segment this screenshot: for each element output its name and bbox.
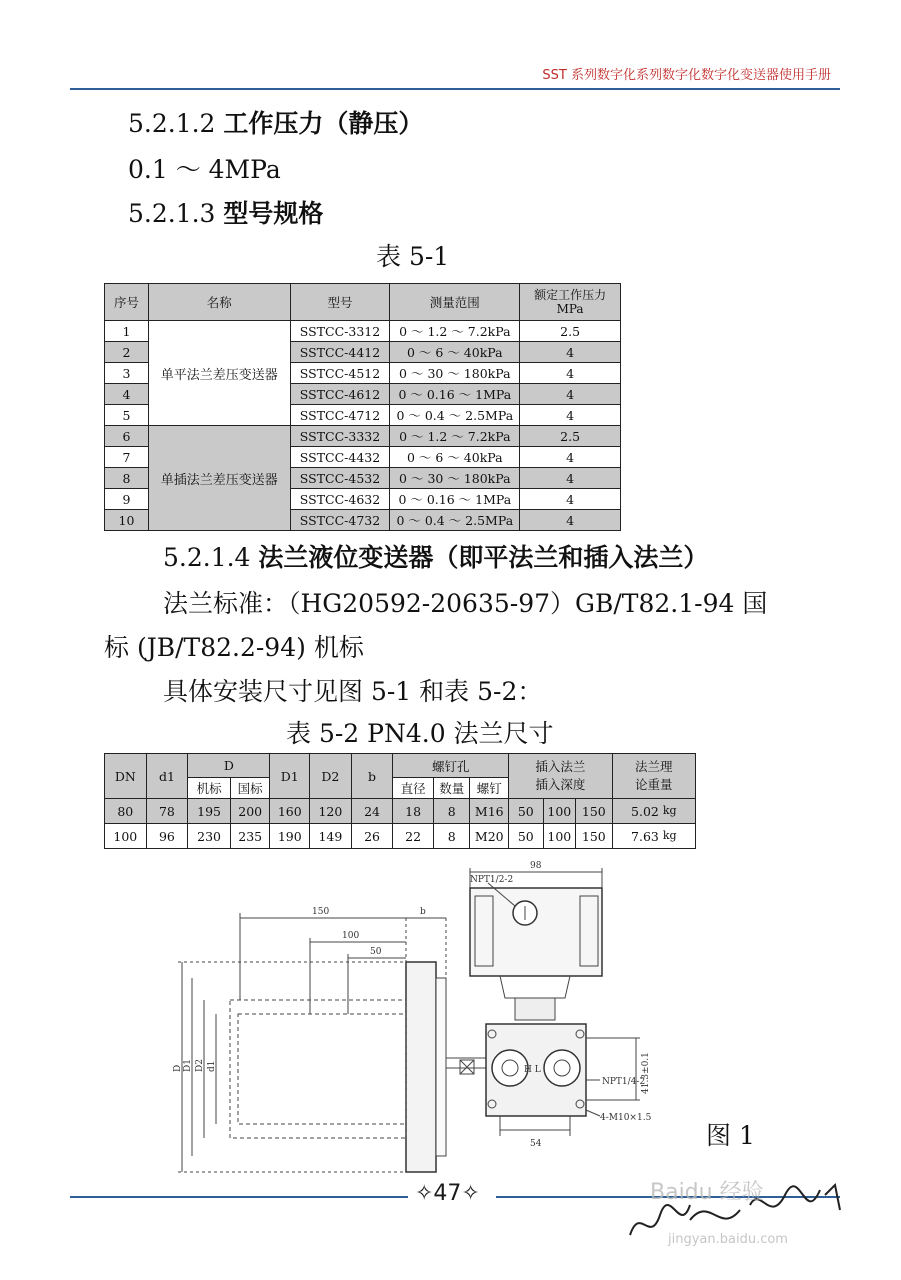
- cell-D2: 120: [310, 799, 352, 824]
- dim-label-npt-top: NPT1/2-2: [470, 875, 514, 885]
- weight-unit: kg: [662, 828, 677, 842]
- header-cell: 数量: [433, 778, 470, 799]
- cell-screw: M20: [470, 824, 509, 849]
- dim-label-98: 98: [530, 861, 542, 871]
- cell-range: 0 ～ 30 ～ 180kPa: [390, 363, 520, 384]
- cell-qty: 8: [433, 824, 470, 849]
- header-cell: 螺钉孔: [393, 754, 509, 778]
- section-title: 工作压力（静压）: [223, 109, 424, 138]
- cell-no: 1: [105, 321, 149, 342]
- dim-label-413: 41.3±0.1: [641, 1052, 651, 1094]
- cell-pressure: 4: [520, 363, 621, 384]
- cell-pressure: 4: [520, 384, 621, 405]
- cell-insert: 100: [543, 799, 575, 824]
- flange-standard-line2: 标 (JB/T82.2-94) 机标: [104, 633, 364, 662]
- dim-label-D2: D2: [195, 1059, 205, 1072]
- cell-range: 0 ～ 1.2 ～ 7.2kPa: [390, 426, 520, 447]
- cell-jb: 195: [188, 799, 231, 824]
- header-cell: [509, 754, 613, 799]
- h-l-label: H L: [524, 1065, 541, 1075]
- section-number: 5.2.1.3: [128, 199, 216, 228]
- cell-b: 24: [351, 799, 393, 824]
- cell-no: 2: [105, 342, 149, 363]
- flange-plate: [406, 962, 436, 1172]
- cell-insert: 50: [509, 799, 544, 824]
- flange-standard-line1: 法兰标准：（HG20592-20635-97）GB/T82.1-94 国: [163, 589, 768, 618]
- insertion-body: [230, 1000, 406, 1138]
- dim-label-150: 150: [312, 907, 330, 917]
- cell-D1: 160: [270, 799, 310, 824]
- header-cell: D1: [270, 754, 310, 799]
- header-cell: DN: [105, 754, 147, 799]
- cell-pressure: 4: [520, 447, 621, 468]
- header-text: 法兰理: [635, 759, 673, 774]
- group-name-cell: 单插法兰差压变送器: [148, 426, 290, 531]
- dim-label-D: D: [173, 1064, 183, 1072]
- cell-range: 0 ～ 0.16 ～ 1MPa: [390, 489, 520, 510]
- header-title: SST 系列数字化系列数字化数字化变送器使用手册: [542, 68, 831, 83]
- dim-label-100: 100: [342, 931, 360, 941]
- dim-label-D1: D1: [183, 1059, 193, 1072]
- table2-caption: 表 5-2 PN4.0 法兰尺寸: [286, 719, 554, 748]
- figure-label: 图 1: [706, 1121, 755, 1150]
- dim-label-54: 54: [530, 1139, 542, 1149]
- header-cell: 名称: [148, 284, 290, 321]
- footer-divider-left: [70, 1196, 408, 1198]
- cell-range: 0 ～ 6 ～ 40kPa: [390, 447, 520, 468]
- cell-pressure: 4: [520, 510, 621, 531]
- cell-no: 4: [105, 384, 149, 405]
- header-cell: 测量范围: [390, 284, 520, 321]
- table-header-row: [105, 284, 621, 321]
- page-number: ✧47✧: [415, 1181, 480, 1206]
- watermark-line1: Baidu 经验: [650, 1180, 764, 1205]
- cell-no: 5: [105, 405, 149, 426]
- group-name-cell: 单平法兰差压变送器: [148, 321, 290, 426]
- header-cell: 直径: [393, 778, 434, 799]
- cell-range: 0 ～ 0.16 ～ 1MPa: [390, 384, 520, 405]
- cell-range: 0 ～ 0.4 ～ 2.5MPa: [390, 405, 520, 426]
- header-text: 插入深度: [535, 777, 586, 792]
- cell-range: 0 ～ 30 ～ 180kPa: [390, 468, 520, 489]
- cell-gb: 200: [230, 799, 270, 824]
- cell-model: SSTCC-4612: [290, 384, 390, 405]
- header-cell: D: [188, 754, 270, 778]
- cell-no: 9: [105, 489, 149, 510]
- header-unit: MPa: [556, 302, 584, 316]
- cell-b: 26: [351, 824, 393, 849]
- cell-model: SSTCC-4712: [290, 405, 390, 426]
- table-header-row: [105, 754, 696, 778]
- cell-pressure: 4: [520, 489, 621, 510]
- cell-qty: 8: [433, 799, 470, 824]
- section-5-2-1-4-heading: [163, 538, 708, 574]
- dim-label-d1: d1: [207, 1060, 217, 1072]
- cell-range: 0 ～ 1.2 ～ 7.2kPa: [390, 321, 520, 342]
- cell-screw: M16: [470, 799, 509, 824]
- table-row: [105, 824, 696, 849]
- dim-label-b: b: [420, 907, 426, 917]
- table-row: [105, 426, 621, 447]
- cell-range: 0 ～ 6 ～ 40kPa: [390, 342, 520, 363]
- table-row: [105, 321, 621, 342]
- cell-model: SSTCC-4412: [290, 342, 390, 363]
- cell-dia: 18: [393, 799, 434, 824]
- header-cell: D2: [310, 754, 352, 799]
- cell-pressure: 4: [520, 405, 621, 426]
- cell-insert: 150: [576, 824, 613, 849]
- section-5-2-1-2-heading: [128, 104, 423, 140]
- cell-no: 10: [105, 510, 149, 531]
- cell-pressure: 2.5: [520, 426, 621, 447]
- cell-model: SSTCC-4532: [290, 468, 390, 489]
- weight-value: 5.02: [631, 803, 659, 819]
- weight-unit: kg: [662, 803, 677, 817]
- header-cell: 螺钉: [470, 778, 509, 799]
- cell-dn: 100: [105, 824, 147, 849]
- cell-pressure: 2.5: [520, 321, 621, 342]
- dim-label-npt-side: NPT1/4-2: [602, 1077, 646, 1087]
- cell-jb: 230: [188, 824, 231, 849]
- header-cell: [520, 284, 621, 321]
- header-cell: 机标: [188, 778, 231, 799]
- cell-dia: 22: [393, 824, 434, 849]
- cell-gb: 235: [230, 824, 270, 849]
- section-number: 5.2.1.4: [163, 543, 251, 572]
- model-spec-table: [104, 283, 621, 531]
- cell-pressure: 4: [520, 342, 621, 363]
- cell-dn: 80: [105, 799, 147, 824]
- cell-insert: 100: [543, 824, 575, 849]
- working-pressure-value: 0.1 ～ 4MPa: [128, 155, 281, 184]
- header-text: 插入法兰: [535, 759, 586, 774]
- section-title: 型号规格: [223, 199, 324, 228]
- cell-no: 8: [105, 468, 149, 489]
- cell-d1: 78: [146, 799, 188, 824]
- cell-range: 0 ～ 0.4 ～ 2.5MPa: [390, 510, 520, 531]
- header-cell: 国标: [230, 778, 270, 799]
- header-text: 额定工作压力: [534, 288, 607, 302]
- weight-value: 7.63: [631, 828, 659, 844]
- cell-no: 7: [105, 447, 149, 468]
- cell-D1: 190: [270, 824, 310, 849]
- section-5-2-1-3-heading: [128, 194, 323, 230]
- table1-caption: 表 5-1: [376, 242, 450, 271]
- cell-insert: 50: [509, 824, 544, 849]
- signature-watermark: [620, 1165, 860, 1255]
- section-title: 法兰液位变送器（即平法兰和插入法兰）: [258, 543, 709, 572]
- dim-label-50: 50: [370, 947, 382, 957]
- header-cell: b: [351, 754, 393, 799]
- cell-model: SSTCC-4432: [290, 447, 390, 468]
- cell-d1: 96: [146, 824, 188, 849]
- install-dimension-note: 具体安装尺寸见图 5-1 和表 5-2：: [163, 677, 543, 706]
- cell-weight: [612, 824, 695, 849]
- cell-model: SSTCC-3332: [290, 426, 390, 447]
- cell-model: SSTCC-4732: [290, 510, 390, 531]
- header-cell: [612, 754, 695, 799]
- cell-insert: 150: [576, 799, 613, 824]
- cell-model: SSTCC-3312: [290, 321, 390, 342]
- flange-dimension-table: [104, 753, 696, 849]
- header-text: 论重量: [635, 777, 673, 792]
- cell-pressure: 4: [520, 468, 621, 489]
- header-cell: d1: [146, 754, 188, 799]
- dim-label-m10: 4-M10×1.5: [600, 1113, 652, 1123]
- cell-model: SSTCC-4512: [290, 363, 390, 384]
- transmitter-housing: [470, 888, 602, 976]
- cell-weight: [612, 799, 695, 824]
- table-row: [105, 799, 696, 824]
- cell-model: SSTCC-4632: [290, 489, 390, 510]
- header-divider: [70, 88, 840, 90]
- cell-no: 3: [105, 363, 149, 384]
- section-number: 5.2.1.2: [128, 109, 216, 138]
- header-cell: 型号: [290, 284, 390, 321]
- cell-no: 6: [105, 426, 149, 447]
- cell-D2: 149: [310, 824, 352, 849]
- flange-transmitter-drawing: [170, 858, 670, 1180]
- watermark-line2: jingyan.baidu.com: [668, 1232, 788, 1247]
- header-cell: 序号: [105, 284, 149, 321]
